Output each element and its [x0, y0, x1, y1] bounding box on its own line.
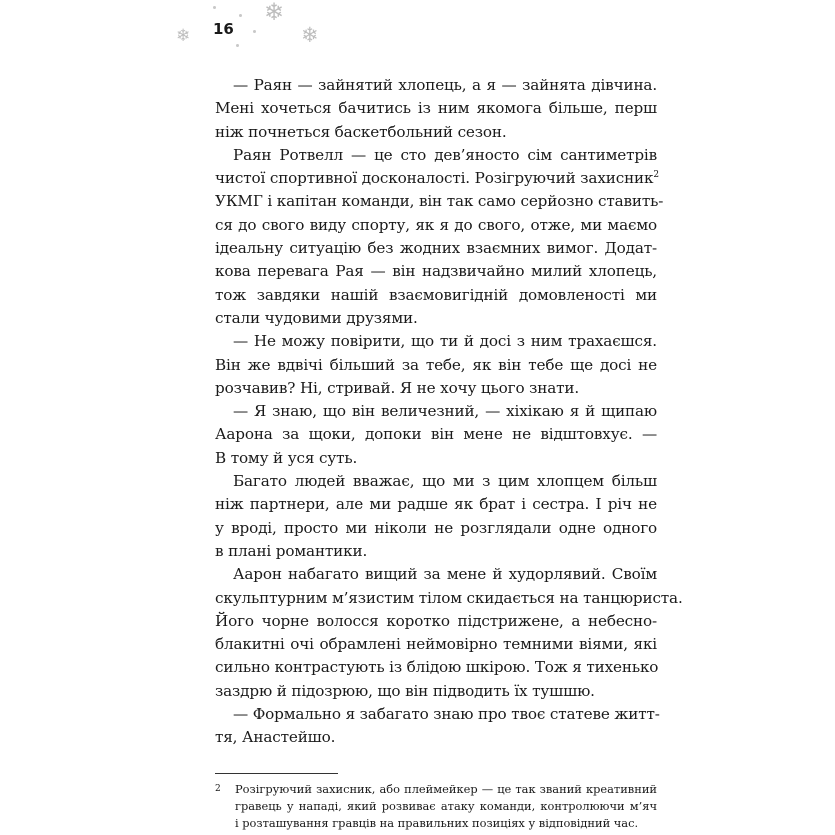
- text-line: тя, Анастейшо.: [215, 728, 336, 747]
- text-line: Аарон набагато вищий за мене й худорлявий. Своїм: [233, 565, 657, 584]
- snowflake-icon: ❄: [176, 26, 191, 46]
- text-line: скульптурним м’язистим тілом скидається на танцюриста.: [215, 588, 683, 607]
- text-line: — Раян — зайнятий хлопець, а я — зайнята дівчина.: [233, 76, 657, 94]
- footnote-divider: [215, 773, 338, 774]
- text-line: ідеальну ситуацію без жодних взаємних вимог. Додат-: [215, 239, 657, 258]
- snow-dot: [239, 14, 242, 17]
- snowflake-icon: ❄: [301, 23, 319, 47]
- paragraph: [215, 74, 657, 144]
- text-line: в плані романтики.: [215, 541, 368, 560]
- text-line: В тому й уся суть.: [215, 448, 358, 467]
- paragraph: [215, 330, 657, 400]
- text-line: ніж почнеться баскетбольний сезон.: [215, 122, 507, 141]
- body-text: [215, 74, 683, 750]
- paragraph: [215, 400, 657, 470]
- text-line: — Не можу повірити, що ти й досі з ним трахаєшся.: [233, 332, 657, 351]
- text-line: ся до свого виду спорту, як я до свого, отже, ми маємо: [215, 215, 657, 234]
- text-line: Його чорне волосся коротко підстрижене, а небесно-: [215, 611, 657, 630]
- snow-dot: [236, 44, 239, 47]
- text-line: Аарона за щоки, допоки він мене не відштовхує. —: [215, 425, 657, 444]
- paragraph: [215, 703, 660, 750]
- snowflake-icon: ❄: [264, 0, 285, 26]
- text-line: Багато людей вважає, що ми з цим хлопцем більш: [233, 472, 657, 491]
- page-number: 16: [213, 20, 234, 38]
- text-line: кова перевага Рая — він надзвичайно милий хлопець,: [215, 262, 657, 281]
- text-line: у вроді, просто ми ніколи не розглядали одне одного: [215, 518, 657, 537]
- text-line: Він же вдвічі більший за тебе, як він тебе ще досі не: [215, 355, 657, 374]
- text-line: розчавив? Ні, стривай. Я не хочу цього знати.: [215, 378, 580, 397]
- text-line: Раян Ротвелл — це сто дев’яносто сім сантиметрів: [233, 145, 657, 164]
- text-line: ніж партнери, але ми радше як брат і сестра. І річ не: [215, 495, 657, 514]
- text-line: — Формально я забагато знаю про твоє статеве житт-: [233, 705, 660, 724]
- text-line: — Я знаю, що він величезний, — хіхікаю я й щипаю: [233, 402, 657, 421]
- snow-dot: [213, 6, 216, 9]
- footnote-line: і розташування гравців на правильних позиціях у відповідний час.: [235, 816, 639, 830]
- footnote-reference: 2: [653, 170, 659, 181]
- text-line: сильно контрастують із блідою шкірою. Тож я тихенько: [215, 658, 659, 677]
- text-line: тож завдяки нашій взаємовигідній домовленості ми: [215, 285, 657, 304]
- paragraph: [215, 470, 657, 563]
- paragraph: [215, 563, 683, 703]
- snow-dot: [253, 30, 256, 33]
- text-line: [215, 167, 657, 190]
- text-line: УКМГ і капітан команди, він так само серйозно ставить-: [215, 192, 664, 211]
- text-line-content: чистої спортивної досконалості. Розігруючий захисник: [215, 169, 654, 188]
- footnote: [215, 781, 657, 832]
- text-line: блакитні очі обрамлені неймовірно темними віями, які: [215, 635, 657, 654]
- text-line: стали чудовими друзями.: [215, 308, 418, 327]
- text-line: заздрю й підозрюю, що він підводить їх тушшю.: [215, 681, 595, 700]
- text-line: Мені хочеться бачитись із ним якомога більше, перш: [215, 99, 657, 118]
- paragraph: [215, 144, 664, 330]
- footnote-number: 2: [215, 784, 221, 794]
- footnote-line: Розігруючий захисник, або плеймейкер — це так званий креативний: [235, 782, 657, 796]
- footnote-line: гравець у нападі, який розвиває атаку команди, контролюючи м’яч: [235, 799, 657, 813]
- footnote-text: [235, 781, 657, 832]
